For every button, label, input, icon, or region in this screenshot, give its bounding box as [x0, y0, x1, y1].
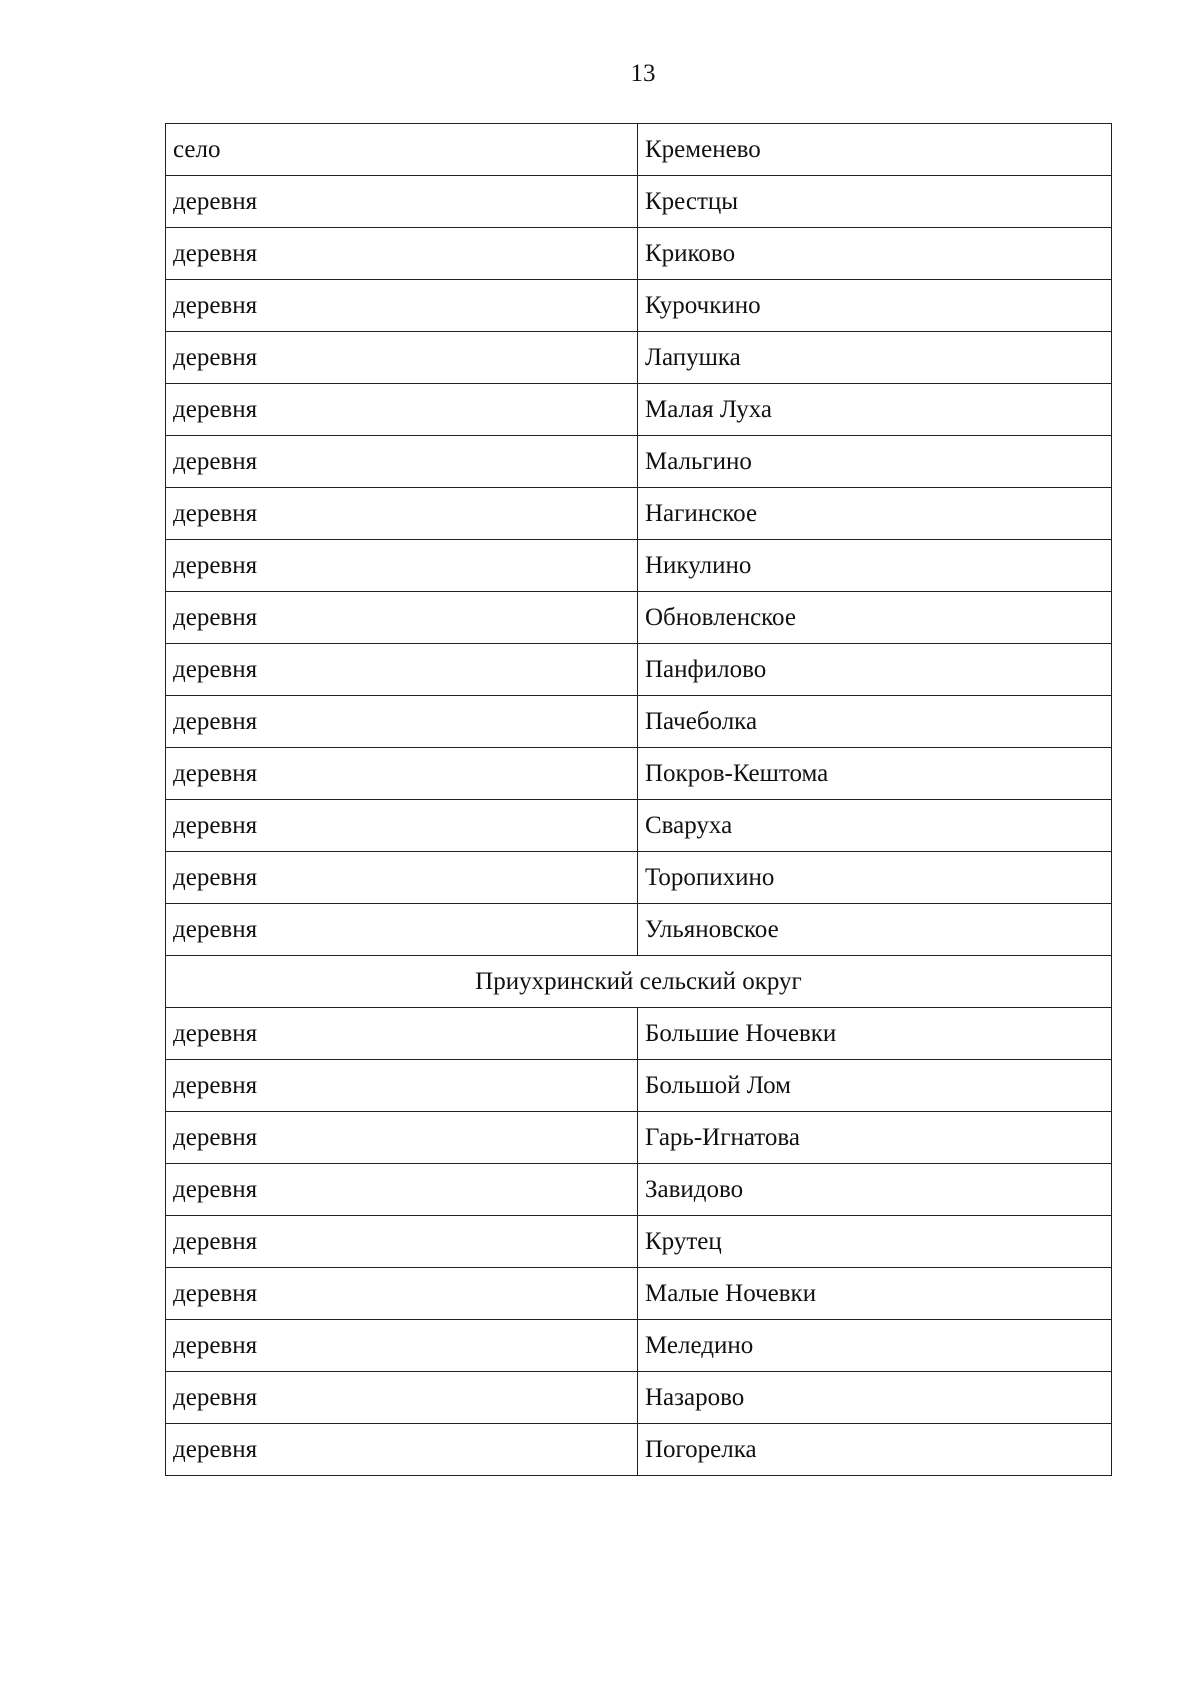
settlement-name-cell: Никулино — [638, 540, 1112, 592]
settlement-type-cell: деревня — [166, 1268, 638, 1320]
settlement-type-cell: деревня — [166, 592, 638, 644]
table-row — [166, 332, 1112, 384]
section-heading-row — [166, 956, 1112, 1008]
settlement-name-cell: Гарь-Игнатова — [638, 1112, 1112, 1164]
settlement-name-cell: Большие Ночевки — [638, 1008, 1112, 1060]
table-row — [166, 228, 1112, 280]
table-row — [166, 1164, 1112, 1216]
table-row — [166, 852, 1112, 904]
table-row — [166, 904, 1112, 956]
settlement-type-cell: деревня — [166, 1060, 638, 1112]
settlement-type-cell: село — [166, 124, 638, 176]
settlements-table-body — [166, 124, 1112, 1476]
settlement-type-cell: деревня — [166, 852, 638, 904]
settlement-type-cell: деревня — [166, 540, 638, 592]
table-row — [166, 644, 1112, 696]
settlement-type-cell: деревня — [166, 384, 638, 436]
settlement-name-cell: Пачеболка — [638, 696, 1112, 748]
settlement-name-cell: Мальгино — [638, 436, 1112, 488]
settlement-name-cell: Малые Ночевки — [638, 1268, 1112, 1320]
settlement-type-cell: деревня — [166, 1320, 638, 1372]
table-row — [166, 124, 1112, 176]
settlement-name-cell: Завидово — [638, 1164, 1112, 1216]
settlement-name-cell: Ульяновское — [638, 904, 1112, 956]
settlement-name-cell: Погорелка — [638, 1424, 1112, 1476]
settlement-type-cell: деревня — [166, 488, 638, 540]
table-row — [166, 280, 1112, 332]
table-row — [166, 1424, 1112, 1476]
table-row — [166, 384, 1112, 436]
table-row — [166, 488, 1112, 540]
settlement-name-cell: Назарово — [638, 1372, 1112, 1424]
settlement-type-cell: деревня — [166, 1164, 638, 1216]
settlement-name-cell: Обновленское — [638, 592, 1112, 644]
settlement-name-cell: Криково — [638, 228, 1112, 280]
settlement-name-cell: Нагинское — [638, 488, 1112, 540]
settlement-name-cell: Курочкино — [638, 280, 1112, 332]
page-number: 13 — [630, 60, 656, 87]
settlement-type-cell: деревня — [166, 228, 638, 280]
table-row — [166, 1216, 1112, 1268]
settlement-name-cell: Меледино — [638, 1320, 1112, 1372]
table-row — [166, 1268, 1112, 1320]
settlements-table — [165, 123, 1112, 1476]
settlement-name-cell: Панфилово — [638, 644, 1112, 696]
settlement-type-cell: деревня — [166, 644, 638, 696]
settlement-name-cell: Крутец — [638, 1216, 1112, 1268]
settlement-type-cell: деревня — [166, 436, 638, 488]
table-row — [166, 800, 1112, 852]
table-row — [166, 1372, 1112, 1424]
settlement-type-cell: деревня — [166, 1112, 638, 1164]
settlement-name-cell: Кременево — [638, 124, 1112, 176]
table-row — [166, 1008, 1112, 1060]
settlement-name-cell: Торопихино — [638, 852, 1112, 904]
settlement-name-cell: Сваруха — [638, 800, 1112, 852]
settlement-type-cell: деревня — [166, 800, 638, 852]
settlement-type-cell: деревня — [166, 1008, 638, 1060]
table-row — [166, 696, 1112, 748]
settlement-name-cell: Малая Луха — [638, 384, 1112, 436]
settlement-type-cell: деревня — [166, 176, 638, 228]
settlement-type-cell: деревня — [166, 1424, 638, 1476]
settlement-type-cell: деревня — [166, 1372, 638, 1424]
settlement-type-cell: деревня — [166, 904, 638, 956]
settlement-name-cell: Лапушка — [638, 332, 1112, 384]
table-row — [166, 1112, 1112, 1164]
settlement-name-cell: Большой Лом — [638, 1060, 1112, 1112]
section-heading: Приухринский сельский округ — [166, 956, 1112, 1008]
settlement-type-cell: деревня — [166, 280, 638, 332]
table-row — [166, 436, 1112, 488]
table-row — [166, 176, 1112, 228]
table-row — [166, 592, 1112, 644]
settlement-type-cell: деревня — [166, 1216, 638, 1268]
settlement-type-cell: деревня — [166, 696, 638, 748]
settlement-name-cell: Покров-Кештома — [638, 748, 1112, 800]
table-row — [166, 1060, 1112, 1112]
settlement-name-cell: Крестцы — [638, 176, 1112, 228]
settlement-type-cell: деревня — [166, 332, 638, 384]
table-row — [166, 540, 1112, 592]
table-row — [166, 748, 1112, 800]
table-row — [166, 1320, 1112, 1372]
settlement-type-cell: деревня — [166, 748, 638, 800]
